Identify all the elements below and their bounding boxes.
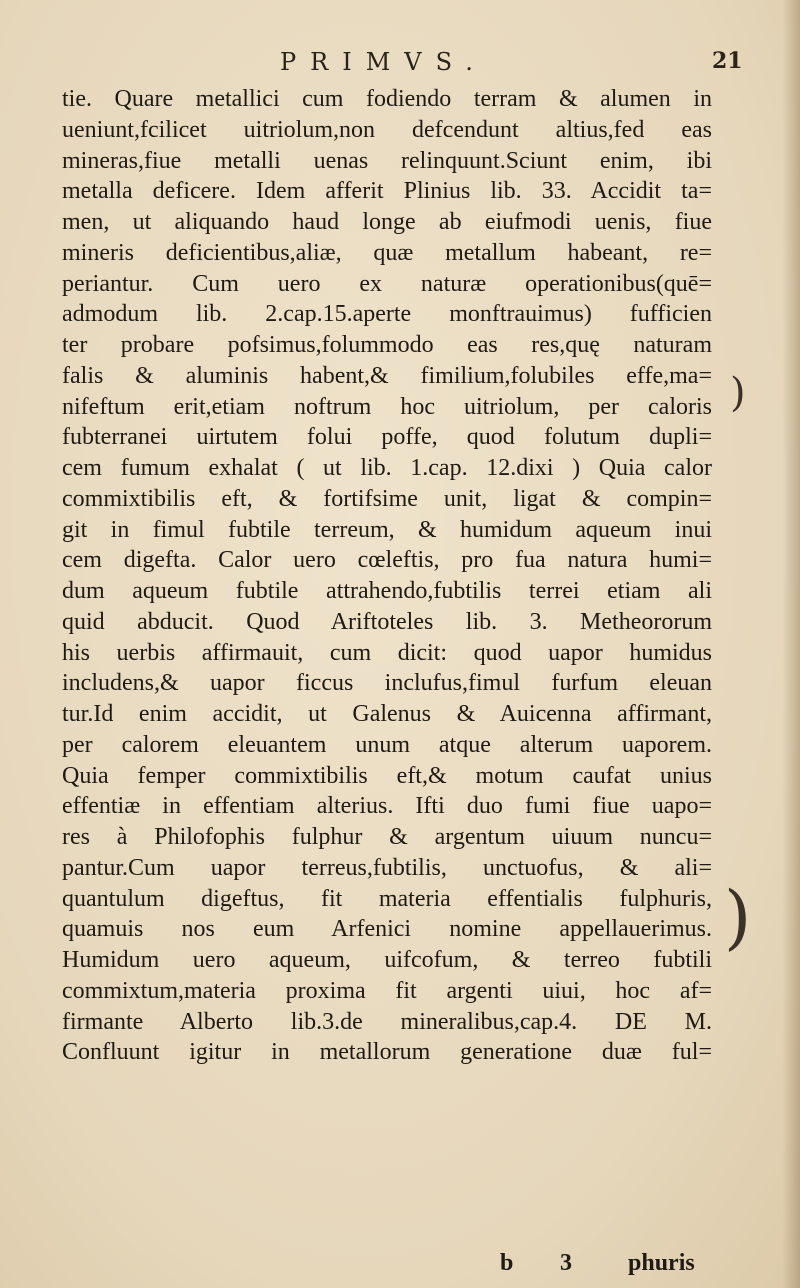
margin-bracket-mark: ) bbox=[730, 370, 746, 416]
text-line: effentiæ in effentiam alterius. Ifti duo fumi fiue uapo= bbox=[62, 793, 712, 820]
text-line: tur.Id enim accidit, ut Galenus & Auicenna affirmant, bbox=[62, 701, 712, 727]
text-line: quantulum digeftus, fit materia effentialis fulphuris, bbox=[62, 885, 712, 912]
page-edge-shadow bbox=[782, 0, 800, 1288]
text-line: falis & aluminis habent,& fimilium,folubiles effe,ma= bbox=[62, 362, 712, 389]
text-line: fubterranei uirtutem folui poffe, quod folutum dupli= bbox=[62, 424, 712, 451]
text-line: Confluunt igitur in metallorum generatione duæ ful= bbox=[62, 1039, 712, 1066]
text-line: admodum lib. 2.cap.15.aperte monftrauimus) fufficien bbox=[62, 301, 712, 328]
text-line: commixtibilis eft, & fortifsime unit, ligat & compin= bbox=[62, 485, 712, 512]
text-line: pantur.Cum uapor terreus,fubtilis, unctuofus, & ali= bbox=[62, 854, 712, 881]
text-line: quid abducit. Quod Ariftoteles lib. 3. Metheororum bbox=[62, 608, 712, 635]
text-line: nifeftum erit,etiam noftrum hoc uitriolum, per caloris bbox=[62, 393, 712, 420]
text-line: men, ut aliquando haud longe ab eiufmodi uenis, fiue bbox=[62, 209, 712, 235]
text-line: firmante Alberto lib.3.de mineralibus,cap.4. DE M. bbox=[62, 1008, 712, 1035]
body-text bbox=[62, 84, 712, 1068]
text-line: Quia femper commixtibilis eft,& motum caufat unius bbox=[62, 762, 712, 789]
text-line: cem digefta. Calor uero cœleftis, pro fua natura humi= bbox=[62, 547, 712, 574]
text-line: mineras,fiue metalli uenas relinquunt.Sciunt enim, ibi bbox=[62, 147, 712, 174]
text-line: dum aqueum fubtile attrahendo,fubtilis terrei etiam ali bbox=[62, 578, 712, 604]
margin-bracket-mark: ) bbox=[724, 876, 752, 958]
text-line: Humidum uero aqueum, uifcofum, & terreo fubtili bbox=[62, 947, 712, 973]
signature-mark: b bbox=[500, 1250, 514, 1276]
text-line: per calorem eleuantem unum atque alterum uaporem. bbox=[62, 731, 712, 758]
text-line: includens,& uapor ficcus inclufus,fimul furfum eleuan bbox=[62, 670, 712, 697]
text-line: cem fumum exhalat ( ut lib. 1.cap. 12.dixi ) Quia calor bbox=[62, 455, 712, 481]
page-number: 21 bbox=[712, 48, 743, 74]
text-line: metalla deficere. Idem afferit Plinius lib. 33. Accidit ta= bbox=[62, 178, 712, 205]
text-line: git in fimul fubtile terreum, & humidum aqueum inui bbox=[62, 516, 712, 543]
text-line: his uerbis affirmauit, cum dicit: quod uapor humidus bbox=[62, 639, 712, 666]
text-line: mineris deficientibus,aliæ, quæ metallum habeant, re= bbox=[62, 239, 712, 266]
text-line: tie. Quare metallici cum fodiendo terram & alumen in bbox=[62, 86, 712, 112]
catchword: phuris bbox=[628, 1250, 695, 1276]
running-head: PRIMVS. bbox=[280, 48, 487, 76]
text-line: commixtum,materia proxima fit argenti uiui, hoc af= bbox=[62, 977, 712, 1004]
text-line: res à Philofophis fulphur & argentum uiuum nuncu= bbox=[62, 824, 712, 850]
text-line: ueniunt,fcilicet uitriolum,non defcendunt altius,fed eas bbox=[62, 116, 712, 143]
text-line: ter probare pofsimus,folummodo eas res,quę naturam bbox=[62, 332, 712, 358]
text-line: periantur. Cum uero ex naturæ operationibus(quē= bbox=[62, 270, 712, 297]
text-line: quamuis nos eum Arfenici nomine appellauerimus. bbox=[62, 916, 712, 943]
signature-number: 3 bbox=[560, 1250, 572, 1276]
